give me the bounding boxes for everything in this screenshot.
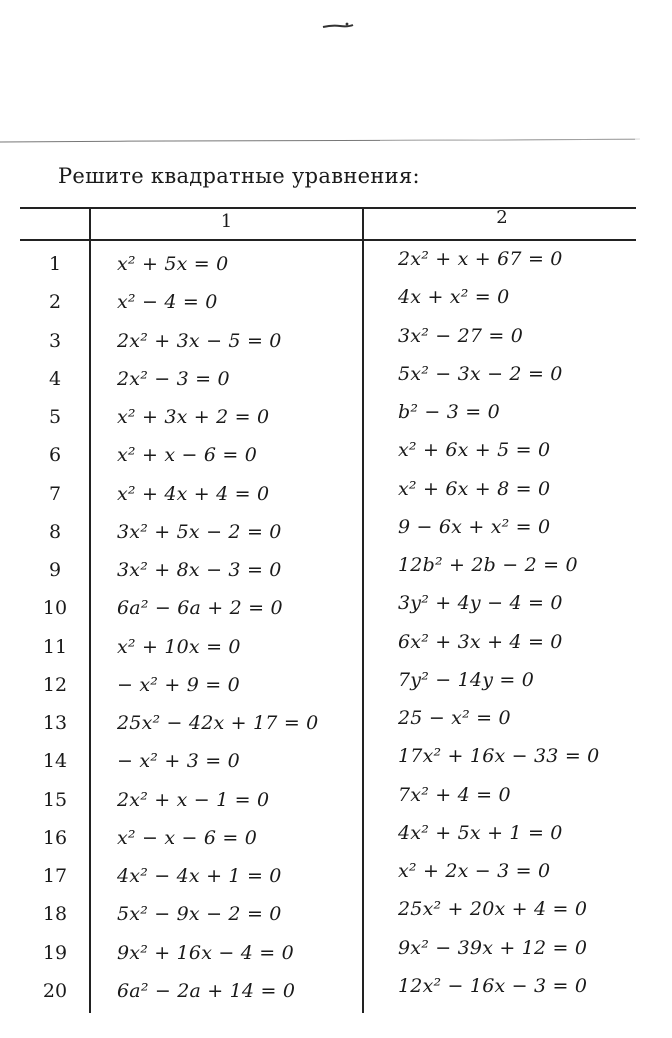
equation-column-2: x² + 2x − 3 = 0	[398, 860, 551, 882]
equation-column-2: 25 − x² = 0	[398, 707, 511, 729]
equation-column-2: 4x + x² = 0	[398, 286, 510, 309]
row-number: 16	[42, 826, 68, 849]
row-number: 15	[42, 788, 68, 811]
equation-column-2: 7x² + 4 = 0	[398, 783, 511, 806]
equation-column-2: 12b² + 2b − 2 = 0	[398, 554, 578, 576]
equation-column-2: 9x² − 39x + 12 = 0	[398, 936, 588, 959]
equation-column-1: 2x² + x − 1 = 0	[117, 788, 270, 811]
equation-column-1: 2x² + 3x − 5 = 0	[117, 329, 282, 352]
row-number: 7	[48, 482, 62, 505]
equation-column-2: 12x² − 16x − 3 = 0	[398, 974, 588, 997]
equation-column-1: 25x² − 42x + 17 = 0	[117, 712, 319, 734]
equation-column-2: b² − 3 = 0	[398, 401, 500, 423]
page-title: Решите квадратные уравнения:	[58, 164, 420, 188]
equation-column-2: 3y² + 4y − 4 = 0	[398, 592, 563, 615]
equation-column-1: 5x² − 9x − 2 = 0	[117, 903, 282, 926]
row-number: 9	[48, 559, 62, 581]
table-row	[20, 360, 640, 398]
equation-column-1: x² + 10x = 0	[117, 635, 241, 658]
equation-column-1: 6a² − 2a + 14 = 0	[117, 979, 296, 1002]
equation-column-1: x² − x − 6 = 0	[117, 826, 258, 849]
equation-column-2: 2x² + x + 67 = 0	[398, 248, 563, 270]
row-number: 6	[48, 444, 62, 467]
equations-table	[20, 207, 640, 1013]
equation-column-2: 4x² + 5x + 1 = 0	[398, 821, 563, 844]
equation-column-1: 3x² + 5x − 2 = 0	[117, 520, 282, 543]
equation-column-2: x² + 6x + 5 = 0	[398, 439, 551, 462]
row-number: 5	[48, 406, 62, 428]
equation-column-1: x² + 4x + 4 = 0	[117, 482, 270, 505]
row-number: 3	[48, 329, 62, 352]
row-number: 17	[42, 865, 68, 887]
equation-column-1: x² + 5x = 0	[117, 253, 229, 275]
table-row	[20, 742, 640, 780]
row-number: 19	[42, 941, 68, 964]
row-number: 12	[42, 673, 68, 696]
table-row	[20, 666, 640, 704]
equation-column-1: 3x² + 8x − 3 = 0	[117, 559, 282, 581]
scan-artifact-mark	[322, 22, 354, 30]
equation-column-2: 7y² − 14y = 0	[398, 668, 535, 691]
row-number: 13	[42, 712, 68, 734]
table-row	[20, 245, 640, 283]
equation-column-1: 9x² + 16x − 4 = 0	[117, 941, 294, 964]
table-row	[20, 972, 640, 1010]
row-number: 18	[42, 903, 68, 926]
equation-column-1: 4x² − 4x + 1 = 0	[117, 865, 282, 887]
row-number: 11	[42, 635, 68, 658]
row-number: 10	[42, 597, 68, 620]
table-row	[20, 628, 640, 666]
column-header-2: 2	[496, 207, 508, 228]
equation-column-1: x² − 4 = 0	[117, 291, 218, 314]
equation-column-2: 5x² − 3x − 2 = 0	[398, 362, 563, 385]
row-number: 8	[48, 520, 62, 543]
page-edge-line	[0, 138, 672, 144]
equation-column-2: x² + 6x + 8 = 0	[398, 477, 551, 500]
row-number: 14	[42, 750, 68, 773]
equation-column-1: x² + x − 6 = 0	[117, 444, 258, 467]
equation-column-2: 3x² − 27 = 0	[398, 324, 524, 347]
equation-column-2: 17x² + 16x − 33 = 0	[398, 745, 600, 768]
equation-column-2: 25x² + 20x + 4 = 0	[398, 898, 588, 921]
equation-column-1: x² + 3x + 2 = 0	[117, 406, 270, 428]
row-number: 1	[48, 253, 62, 275]
table-row	[20, 283, 640, 321]
row-number: 2	[48, 291, 62, 314]
row-number: 4	[48, 367, 62, 390]
equation-column-2: 9 − 6x + x² = 0	[398, 515, 551, 538]
equation-column-1: 6a² − 6a + 2 = 0	[117, 597, 283, 620]
equation-column-1: 2x² − 3 = 0	[117, 367, 230, 390]
column-header-1: 1	[220, 211, 233, 232]
equation-column-1: − x² + 9 = 0	[117, 673, 240, 696]
equation-column-2: 6x² + 3x + 4 = 0	[398, 630, 563, 653]
equation-column-1: − x² + 3 = 0	[117, 750, 240, 773]
row-number: 20	[42, 979, 68, 1002]
